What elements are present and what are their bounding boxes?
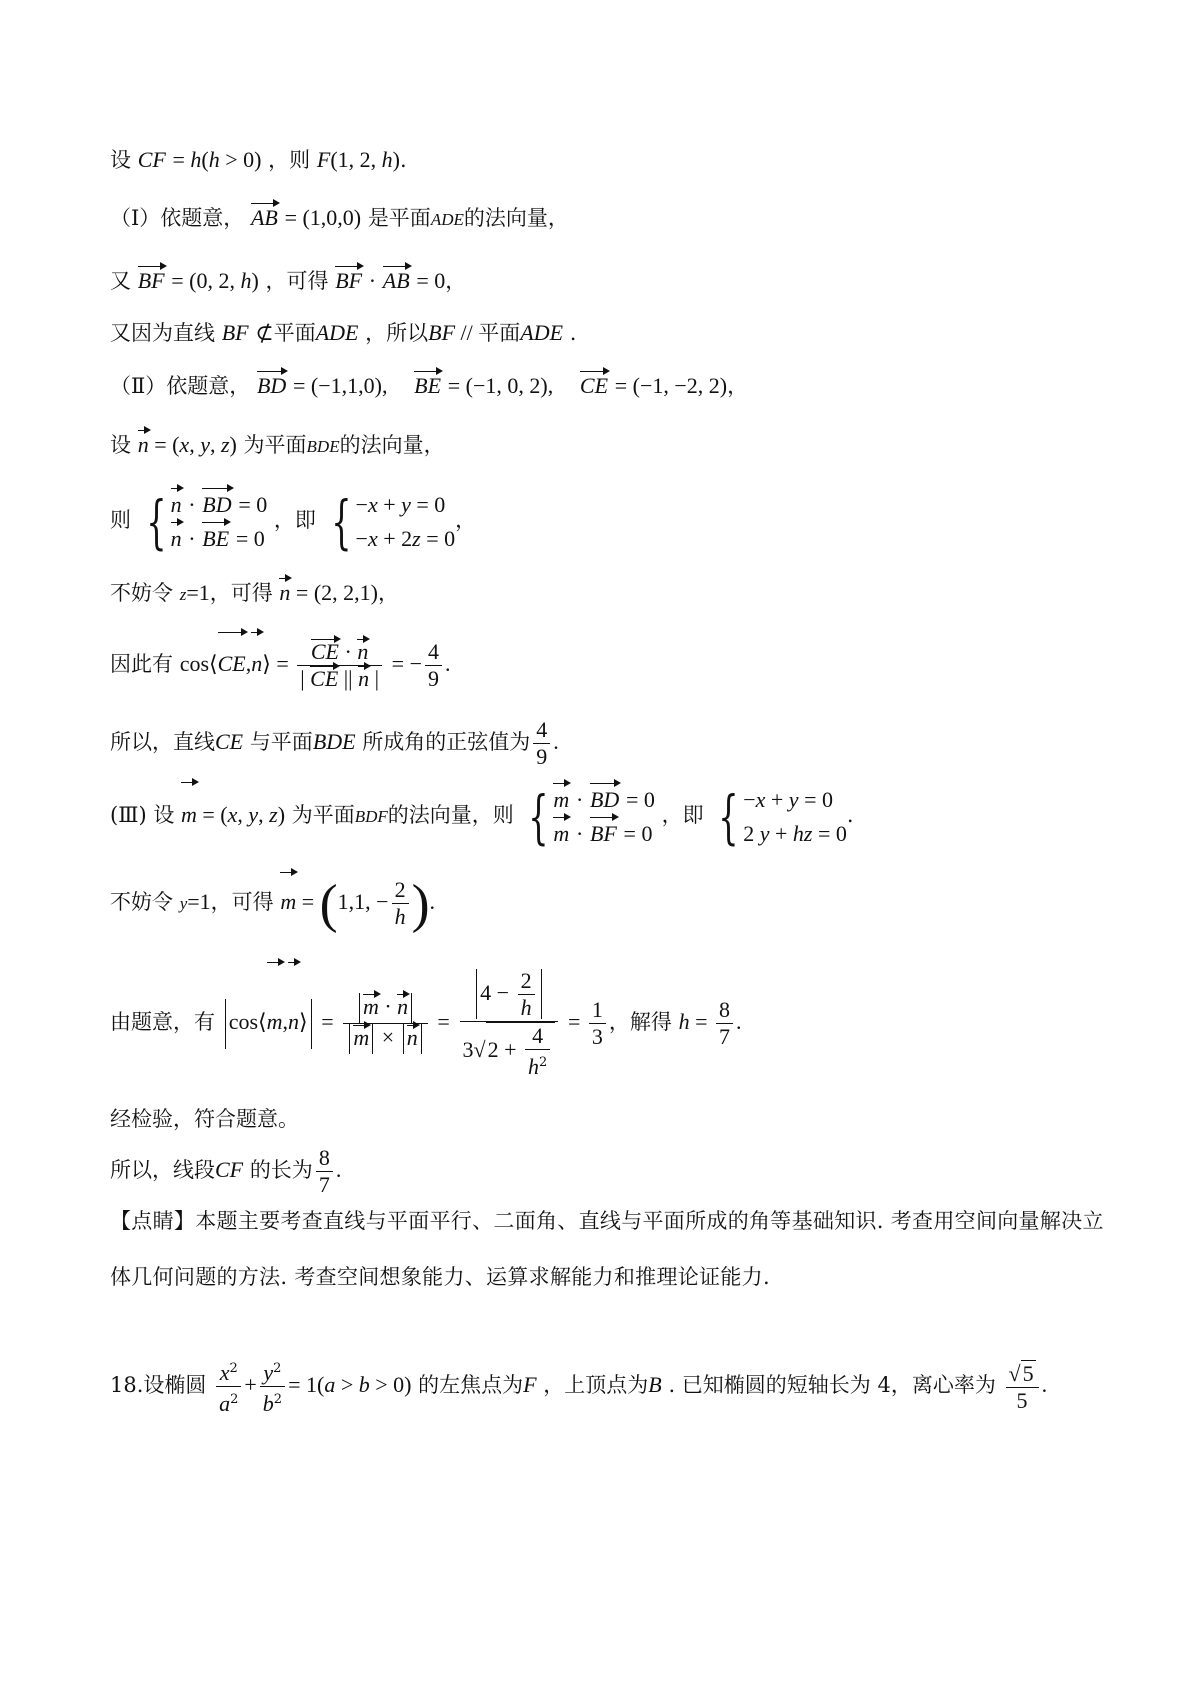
solution-line-12: 不妨令 y=1，可得 m = (1,1, − $\frac{2}{h}$ ).: [110, 873, 436, 934]
solution-line-8: 不妨令 z=1，可得 n = (2, 2,1)，: [110, 578, 399, 610]
solution-line-4: 又因为直线 BF ⊄平面ADE ，所以BF // 平面ADE .: [110, 320, 577, 345]
solution-line-13: 由题意，有 cos⟨m,n⟩ = $\frac{m \cdot n}{m \times n}$ = 4 − $\frac{2}{h}$ 3√2 + $\frac{4}{h^2}$ = $\frac{1}{3}$ ，解得 h = $\frac{8}{7}$ .: [110, 962, 742, 1082]
solution-line-5: （Ⅱ）依题意， BD = (−1,1,0), BE = (−1, 0, 2), CE = (−1, −2, 2)，: [110, 371, 748, 401]
solution-line-1: 设 CF = h(h > 0) ，则 F(1, 2, h).: [110, 147, 407, 172]
solution-line-2: （Ⅰ）依题意， AB = (1,0,0) 是平面ADE的法向量，: [110, 203, 569, 235]
solution-line-9: 因此有 cos⟨CE,n⟩ = $\frac{CE \cdot n}{| CE || n |}$ = − $\frac{4}{9}$ .: [110, 632, 451, 696]
comment-line-2: 体几何问题的方法. 考查空间想象能力、运算求解能力和推理论证能力.: [110, 1265, 770, 1289]
problem-18-statement: 18.设椭圆 $\frac{x^2}{a^2}$ + $\frac{y^2}{b^2}$ = 1(a > b > 0) 的左焦点为F ，上顶点为B . 已知椭圆的短轴长为 4，离心率为 $\frac{√5}{5}$ .: [110, 1350, 1047, 1420]
solution-line-7: 则 { n · BD = 0 n · BE = 0 ，即 { −x + y = 0 −x + 2z = 0 ，: [110, 487, 477, 556]
solution-line-6: 设 n = (x, y, z) 为平面BDE的法向量，: [110, 430, 445, 462]
solution-line-11: (Ⅲ) 设 m = (x, y, z) 为平面BDF的法向量，则 { m · BD = 0 m · BF = 0 ，即 { −x + y = 0 2 y + hz = 0 .: [110, 782, 854, 851]
solution-line-14: 经检验，符合题意。: [110, 1107, 299, 1131]
solution-line-10: 所以，直线CE 与平面BDE 所成角的正弦值为 $\frac{4}{9}$ .: [110, 717, 559, 769]
solution-line-3: 又 BF = (0, 2, h) ，可得 BF · AB = 0，: [110, 266, 466, 296]
comment-line-1: 【点睛】本题主要考查直线与平面平行、二面角、直线与平面所成的角等基础知识. 考查用空间向量解决立: [110, 1209, 1104, 1233]
solution-line-15: 所以，线段CF 的长为 $\frac{8}{7}$ .: [110, 1145, 342, 1197]
